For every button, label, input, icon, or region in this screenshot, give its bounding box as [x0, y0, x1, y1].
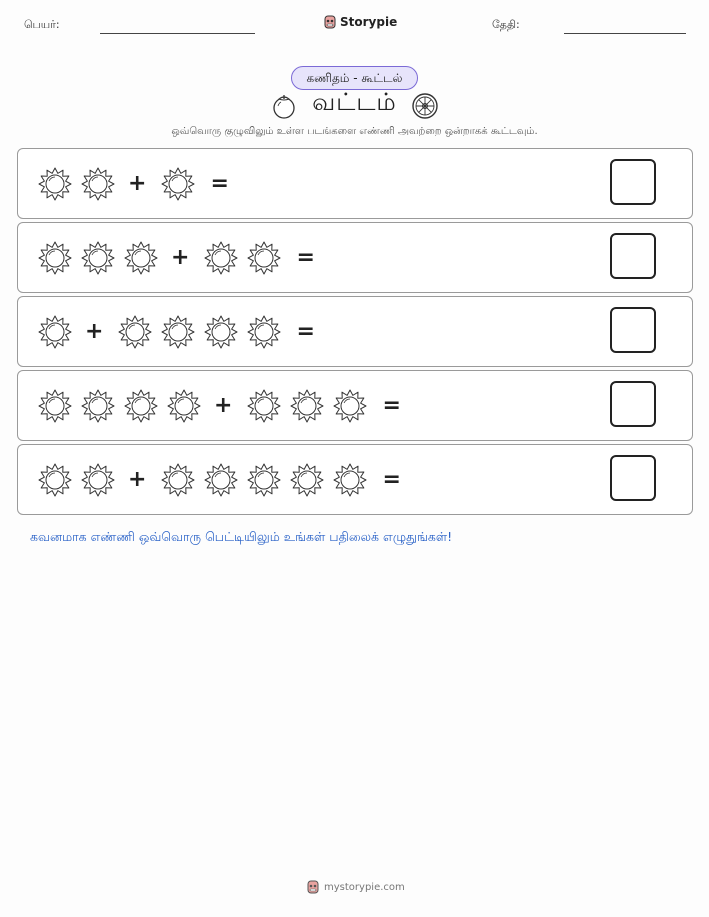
- problem-items: [38, 314, 315, 350]
- date-label: தேதி:: [492, 18, 520, 31]
- equals-sign: =: [210, 171, 229, 196]
- plus-sign: +: [85, 319, 104, 344]
- sun-icon: [38, 241, 72, 275]
- sun-icon: [290, 389, 324, 423]
- sun-icon: [247, 389, 281, 423]
- page-title: வட்டம்: [312, 88, 397, 116]
- sun-icon: [81, 463, 115, 497]
- site-url: mystorypie.com: [324, 881, 405, 893]
- instruction-text: ஒவ்வொரு குழுவிலும் உள்ள படங்களை எண்ணி அவற்றை ஒன்றாகக் கூட்டவும்.: [171, 126, 538, 137]
- problem-items: [38, 388, 401, 424]
- answer-box[interactable]: [610, 159, 656, 205]
- brand-logo: [323, 14, 397, 30]
- problem-row: [17, 222, 693, 293]
- name-line[interactable]: [100, 33, 255, 34]
- equals-sign: =: [382, 467, 401, 492]
- problem-row: [17, 296, 693, 367]
- sun-icon: [161, 315, 195, 349]
- brand-name: Storypie: [340, 15, 398, 29]
- equals-sign: =: [296, 245, 315, 270]
- name-label: பெயர்:: [24, 18, 60, 31]
- sun-icon: [124, 241, 158, 275]
- subject-badge: கணிதம் - கூட்டல்: [291, 66, 418, 90]
- sun-icon: [333, 463, 367, 497]
- equals-sign: =: [296, 319, 315, 344]
- sun-icon: [38, 463, 72, 497]
- plus-sign: +: [214, 393, 233, 418]
- sun-icon: [124, 389, 158, 423]
- sun-icon: [204, 315, 238, 349]
- sun-icon: [118, 315, 152, 349]
- plus-sign: +: [171, 245, 190, 270]
- problem-items: [38, 462, 401, 498]
- sun-icon: [38, 389, 72, 423]
- date-line[interactable]: [564, 33, 686, 34]
- sun-icon: [38, 167, 72, 201]
- sun-icon: [247, 241, 281, 275]
- answer-box[interactable]: [610, 307, 656, 353]
- sun-icon: [81, 241, 115, 275]
- problem-row: [17, 148, 693, 219]
- sun-icon: [167, 389, 201, 423]
- sun-icon: [38, 315, 72, 349]
- mascot-icon: [323, 14, 337, 30]
- wheel-icon: [411, 92, 439, 120]
- plus-sign: +: [128, 467, 147, 492]
- sun-icon: [161, 167, 195, 201]
- sun-icon: [81, 167, 115, 201]
- answer-box[interactable]: [610, 233, 656, 279]
- answer-box[interactable]: [610, 381, 656, 427]
- sun-icon: [81, 389, 115, 423]
- sun-icon: [247, 315, 281, 349]
- footer-note: கவனமாக எண்ணி ஒவ்வொரு பெட்டியிலும் உங்கள் பதிலைக் எழுதுங்கள்!: [30, 529, 453, 544]
- sun-icon: [204, 463, 238, 497]
- sun-icon: [333, 389, 367, 423]
- answer-box[interactable]: [610, 455, 656, 501]
- problem-items: [38, 240, 315, 276]
- problem-row: [17, 370, 693, 441]
- problem-row: [17, 444, 693, 515]
- sun-icon: [204, 241, 238, 275]
- equals-sign: =: [382, 393, 401, 418]
- sun-icon: [161, 463, 195, 497]
- site-footer: [306, 879, 405, 895]
- sun-icon: [290, 463, 324, 497]
- plus-sign: +: [128, 171, 147, 196]
- sun-icon: [247, 463, 281, 497]
- problem-items: [38, 166, 229, 202]
- mascot-icon: [306, 879, 320, 895]
